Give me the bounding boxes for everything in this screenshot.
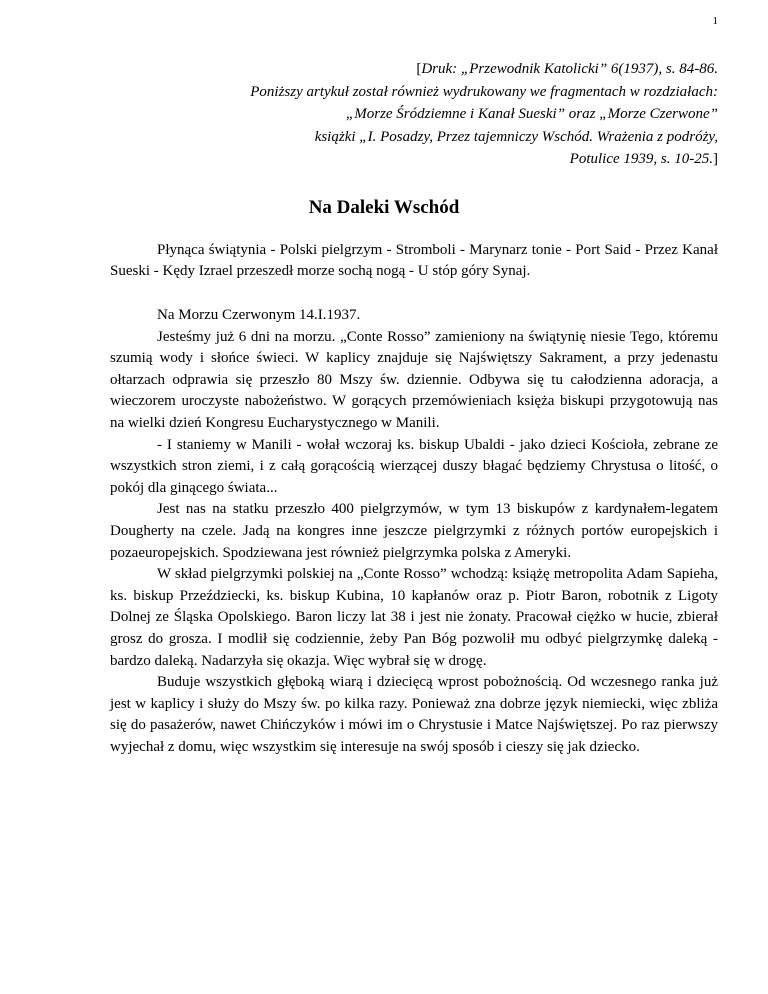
source-note-line-3: „Morze Śródziemne i Kanał Sueski” oraz „Morze Czerwone” bbox=[345, 106, 718, 122]
source-note-book-info: Potulice 1939, s. 10-25. bbox=[569, 151, 713, 167]
article-body bbox=[110, 305, 718, 758]
source-note-print-info: Druk: „Przewodnik Katolicki” 6(1937), s. 84-86. bbox=[421, 61, 718, 77]
paragraph: Jest nas na statku przeszło 400 pielgrzymów, w tym 13 biskupów z kardynałem-legatem Dougherty na czele. Jadą na kongres inne jeszcze pielgrzymki z różnych portów europejskich i pozaeuropejskich. Spodziewana jest również pielgrzymka polska z Ameryki. bbox=[110, 501, 718, 561]
source-note-line-4: książki „I. Posadzy, Przez tajemniczy Wschód. Wrażenia z podróży, bbox=[314, 128, 718, 145]
paragraph: Buduje wszystkich głęboką wiarą i dziecięcą wprost pobożnością. Od wczesnego ranka już jest w kaplicy i służy do Mszy św. po kilka razy. Ponieważ zna dobrze język niemiecki, więc zbliża się do pasażerów, nawet Chińczyków i mówi im o Chrystusie i Matce Najświętszej. Po raz pierwszy wyjechał z domu, więc wszystkim się interesuje na swój sposób i cieszy się jak dziecko. bbox=[110, 674, 718, 755]
source-note-line-2: Poniższy artykuł został również wydrukowany we fragmentach w rozdziałach: bbox=[250, 83, 718, 100]
dateline: Na Morzu Czerwonym 14.I.1937. bbox=[157, 307, 361, 323]
source-note bbox=[78, 58, 718, 171]
paragraph: - I staniemy w Manili - wołał wczoraj ks. biskup Ubaldi - jako dzieci Kościoła, zebrane ze wszystkich stron ziemi, i z całą gorącością wierzącej duszy błagać będziemy Chrystusa o litość, o pokój dla ginącego świata... bbox=[110, 436, 718, 496]
page-number: 1 bbox=[712, 15, 718, 27]
close-bracket: ] bbox=[713, 151, 718, 167]
source-note-line-1 bbox=[78, 58, 718, 81]
source-note-line-5 bbox=[78, 148, 718, 171]
article-title: Na Daleki Wschód bbox=[308, 197, 460, 218]
open-bracket: [ bbox=[416, 61, 422, 77]
article-summary: Płynąca świątynia - Polski pielgrzym - Stromboli - Marynarz tonie - Port Said - Przez Kanał Sueski - Kędy Izrael przeszedł morze sochą nogą - U stóp góry Synaj. bbox=[110, 242, 718, 279]
paragraph: Jesteśmy już 6 dni na morzu. „Conte Rosso” zamieniony na świątynię niesie Tego, któremu szumią wody i słońce świeci. W kaplicy znajduje się Najświętszy Sakrament, a przy jedenastu ołtarzach odprawia się przeszło 80 Mszy św. dziennie. Odbywa się tu całodzienna adoracja, a wieczorem uroczyste nabożeństwo. W gorących przemówieniach księża biskupi przygotowują nas na wielki dzień Kongresu Eucharystycznego w Manili. bbox=[110, 328, 718, 431]
paragraph: W skład pielgrzymki polskiej na „Conte Rosso” wchodzą: książę metropolita Adam Sapieha, ks. biskup Przeździecki, ks. biskup Kubina, 10 kapłanów oraz p. Piotr Baron, robotnik z Ligoty Dolnej ze Śląska Opolskiego. Baron liczy lat 38 i jest nie żonaty. Pracował ciężko w hucie, zbierał grosz do grosza. I modlił się codziennie, żeby Pan Bóg pozwolił mu odbyć pielgrzymkę daleką - bardzo daleką. Nadarzyła się okazja. Więc wybrał się w drogę. bbox=[110, 566, 718, 669]
